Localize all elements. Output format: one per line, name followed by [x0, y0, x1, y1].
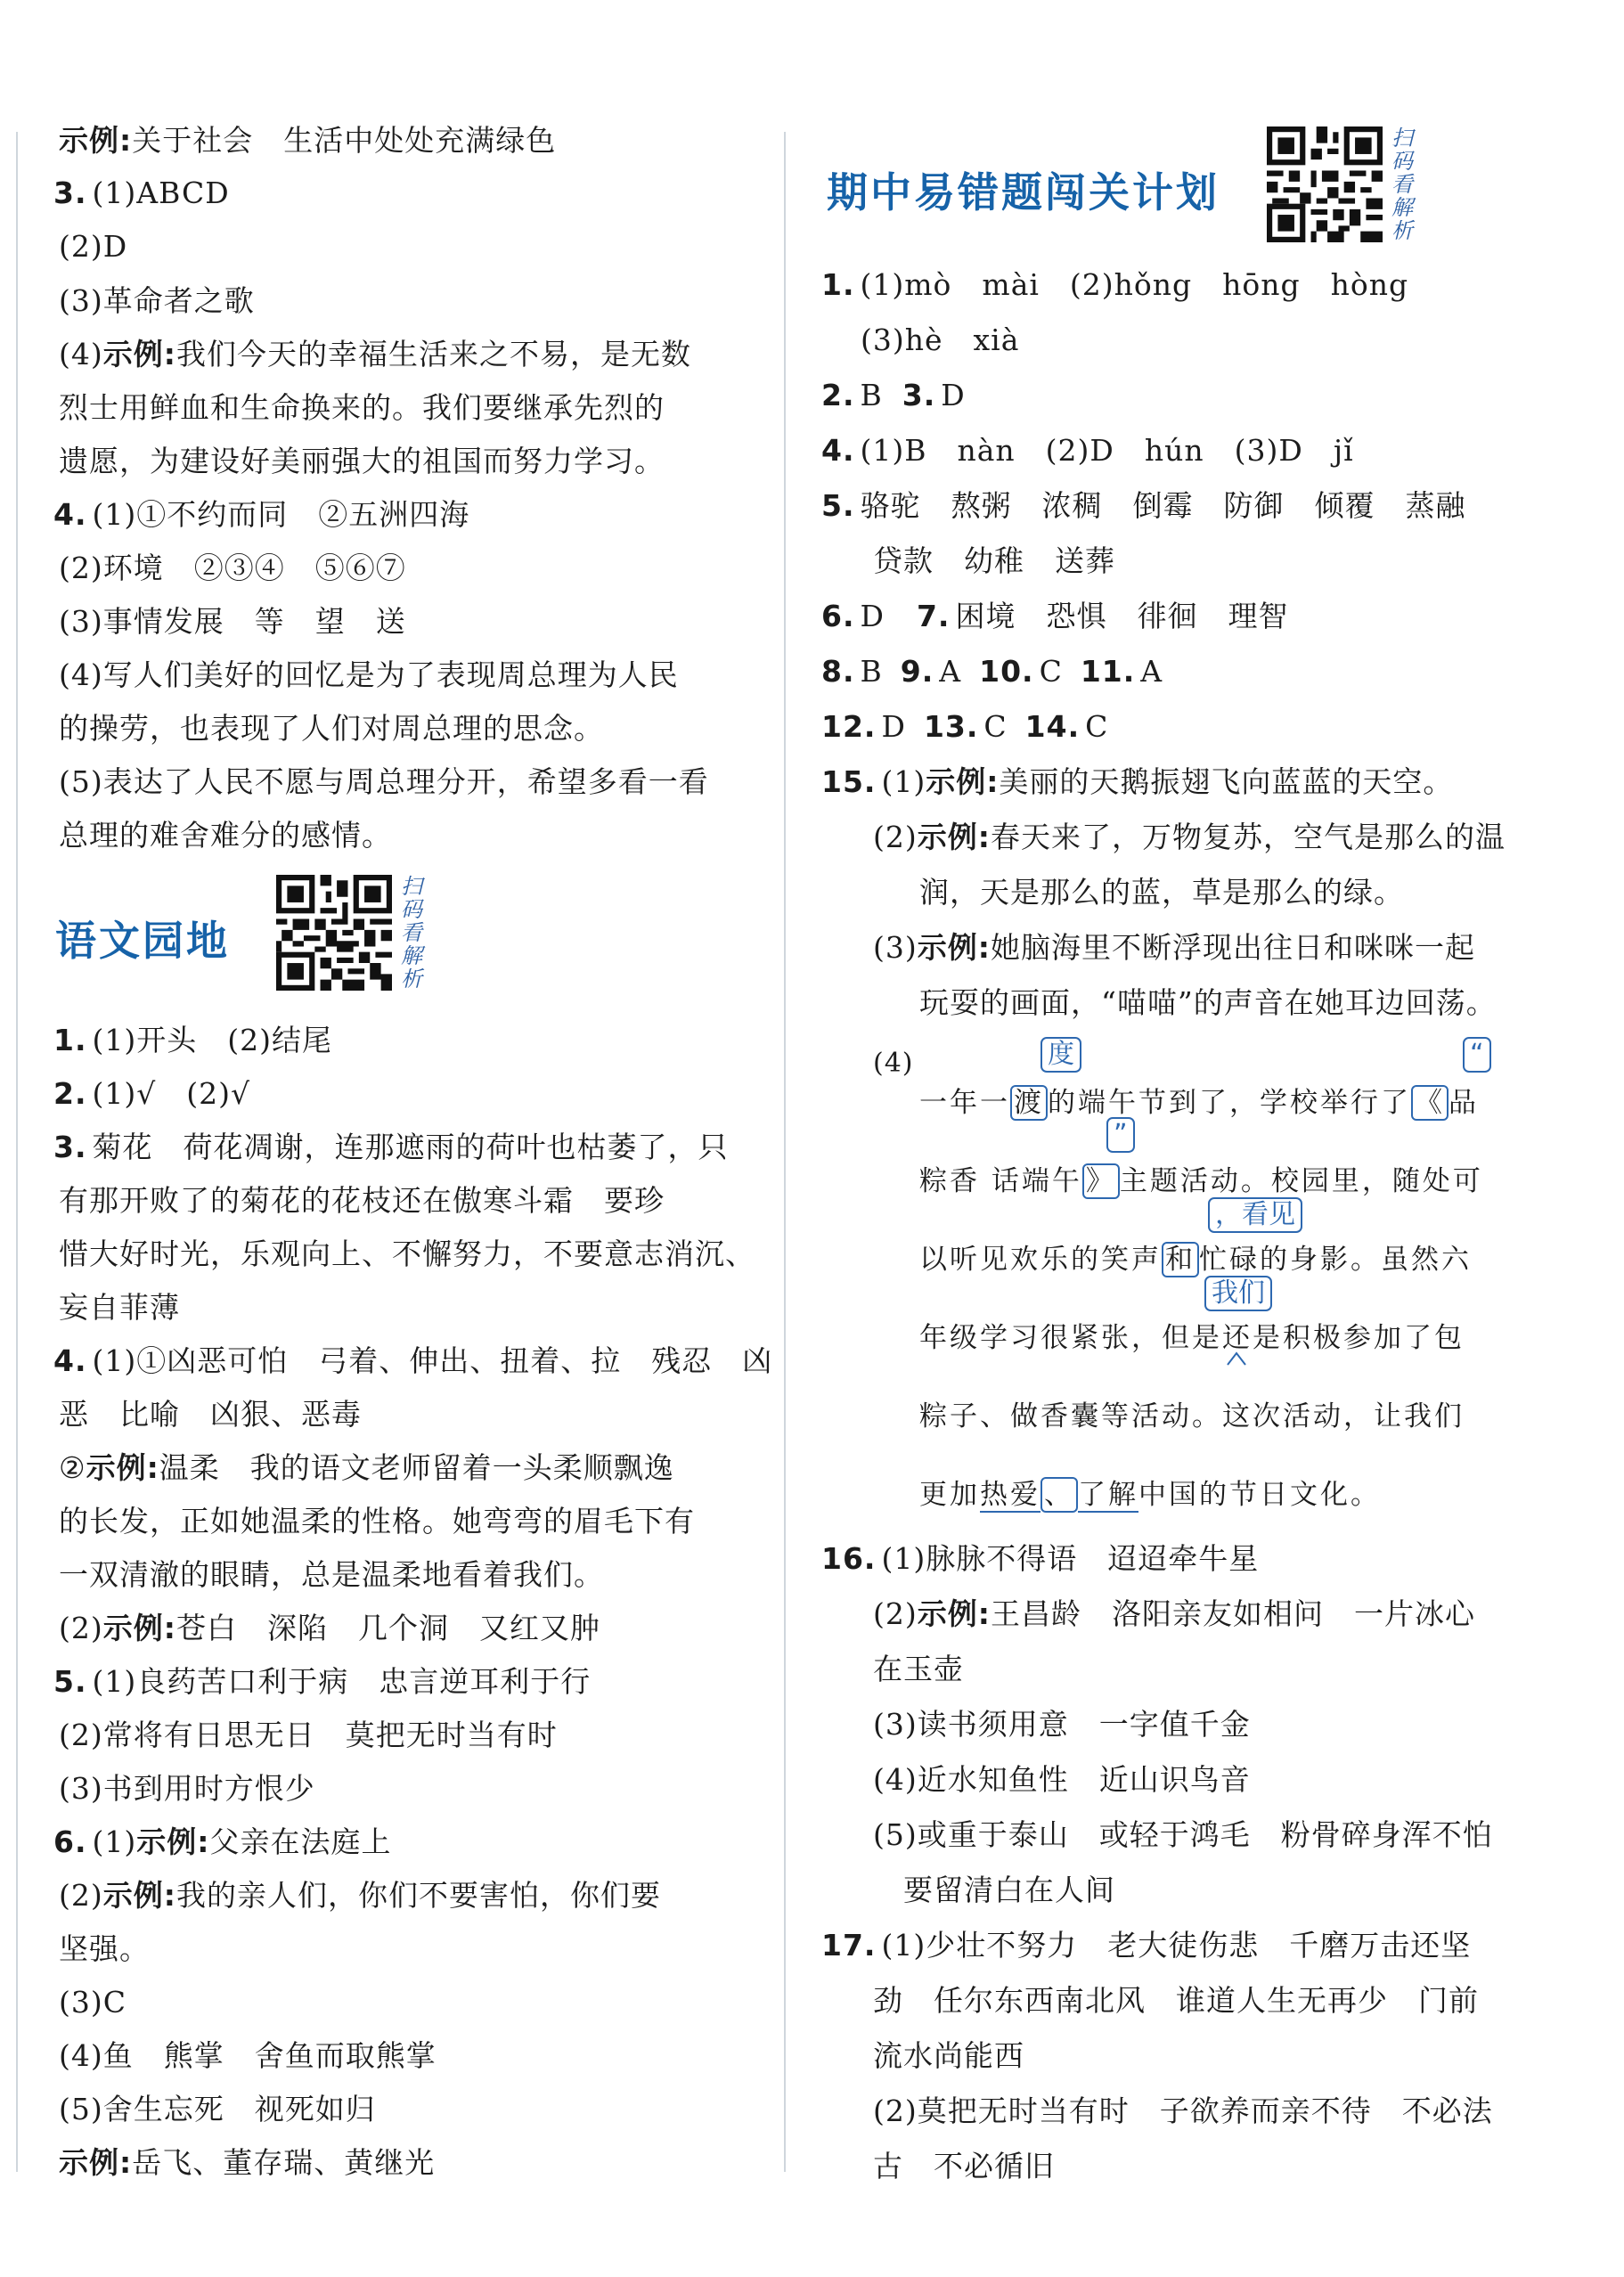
answer-line: 示例:关于社会 生活中处处充满绿色 — [59, 123, 557, 158]
answer-line: (2)环境 ②③④ ⑤⑥⑦ — [59, 551, 406, 585]
section-title-midterm-plan: 期中易错题闯关计划 — [827, 168, 1220, 216]
answer-4: 4. (1)B nàn (2)D hún (3)D jǐ — [821, 433, 1354, 468]
answer-line: 在玉壶 — [873, 1652, 964, 1686]
answer-6-7: 6. D 7. 困境 恐惧 徘徊 理智 — [821, 599, 1289, 633]
answer-15: 15. (1)示例:美丽的天鹅振翅飞向蓝蓝的天空。 — [821, 764, 1454, 799]
answer-line: (5)表达了人民不愿与周总理分开，希望多看一看 — [59, 764, 709, 799]
correction-box: 《 — [1411, 1085, 1449, 1121]
qr-code-icon[interactable] — [1267, 126, 1383, 242]
answer-1: 1. (1)开头 (2)结尾 — [53, 1023, 332, 1057]
answer-16: 16. (1)脉脉不得语 迢迢牵牛星 — [821, 1541, 1260, 1576]
scan-for-explanation-label: 扫码看解析 — [1391, 126, 1413, 243]
column-divider — [784, 132, 786, 2172]
answer-line: 烈士用鲜血和生命换来的。我们要继承先烈的 — [59, 390, 665, 425]
answer-line: (4)示例:我们今天的幸福生活来之不易，是无数 — [59, 337, 691, 371]
answer-line: 的长发，正如她温柔的性格。她弯弯的眉毛下有 — [59, 1504, 695, 1538]
left-margin-rule — [16, 132, 18, 2172]
answer-line: (2)常将有日思无日 莫把无时当有时 — [59, 1718, 558, 1752]
answer-line: (5)舍生忘死 视死如归 — [59, 2092, 376, 2126]
correction-insert-open-quote: “ — [1463, 1037, 1491, 1073]
correction-underline: 热爱 — [980, 1479, 1041, 1511]
correction-insert-kanjian: ，看见 — [1208, 1197, 1302, 1233]
answer-line: (2)莫把无时当有时 子欲养而亲不待 不必法 — [873, 2093, 1493, 2128]
passage-line: 粽子、做香囊等活动。这次活动，让我们 — [919, 1400, 1465, 1432]
answer-line: (3)书到用时方恨少 — [59, 1771, 315, 1806]
answer-line: (3)读书须用意 一字值千金 — [873, 1707, 1251, 1742]
answer-17: 17. (1)少壮不努力 老大徒伤悲 千磨万击还坚 — [821, 1928, 1472, 1963]
answer-1: 1. (1)mò mài (2)hǒng hōng hòng — [821, 267, 1409, 302]
answer-12-14: 12. D 13. C 14. C — [821, 709, 1109, 744]
passage-line: 粽香 话端午 》 主题活动。校园里，随处可 — [919, 1165, 1483, 1197]
correction-box: 、 — [1041, 1477, 1078, 1513]
answer-line: 的操劳，也表现了人们对周总理的思念。 — [59, 711, 604, 746]
answer-line: (2)示例:我的亲人们，你们不要害怕，你们要 — [59, 1878, 661, 1913]
answer-8-11: 8. B 9. A 10. C 11. A — [821, 654, 1163, 689]
correction-box: 》 — [1082, 1163, 1120, 1199]
answer-line: ②示例:温柔 我的语文老师留着一头柔顺飘逸 — [59, 1450, 674, 1485]
answer-line: 劲 任尔东西南北风 谁道人生无再少 门前 — [873, 1983, 1479, 2018]
passage-line: 更加热爱 、 了解中国的节日文化。 — [919, 1479, 1381, 1511]
correction-underline: 了解 — [1078, 1479, 1138, 1511]
answer-line: (2)示例:苍白 深陷 几个洞 又红又肿 — [59, 1611, 600, 1645]
insertion-caret-icon — [1226, 1351, 1247, 1367]
qr-code-icon[interactable] — [276, 875, 392, 991]
answer-line: 润，天是那么的蓝，草是那么的绿。 — [919, 875, 1404, 910]
answer-line: 贷款 幼稚 送葬 — [873, 543, 1115, 578]
answer-line: 恶 比喻 凶狠、恶毒 — [59, 1397, 362, 1432]
answer-line: (4)写人们美好的回忆是为了表现周总理为人民 — [59, 657, 679, 692]
answer-line: 有那开败了的菊花的花枝还在傲寒斗霜 要珍 — [59, 1183, 665, 1218]
passage-line: 一年一 渡 的端午节到了，学校举行了 《 品 — [919, 1087, 1479, 1119]
answer-line: (2)D — [59, 229, 128, 264]
correction-box: 渡 — [1010, 1085, 1048, 1121]
answer-line: (3)事情发展 等 望 送 — [59, 604, 406, 639]
answer-4: 4. (1)①凶恶可怕 弓着、伸出、扭着、拉 残忍 凶 — [53, 1343, 773, 1378]
answer-line: 要留清白在人间 — [903, 1873, 1115, 1907]
answer-line: 玩耍的画面，“喵喵”的声音在她耳边回荡。 — [919, 985, 1497, 1020]
section-title-yuwen-yuandi: 语文园地 — [55, 917, 230, 965]
answer-5: 5. 骆驼 熬粥 浓稠 倒霉 防御 倾覆 蒸融 — [821, 488, 1466, 523]
answer-2: 2. (1)√ (2)√ — [53, 1076, 251, 1111]
answer-6: 6. (1)示例:父亲在法庭上 — [53, 1824, 392, 1859]
answer-line: 流水尚能西 — [873, 2038, 1024, 2073]
answer-line: (4)鱼 熊掌 舍鱼而取熊掌 — [59, 2038, 437, 2073]
answer-line: 遗愿，为建设好美丽强大的祖国而努力学习。 — [59, 444, 665, 478]
answer-line: 惜大好时光，乐观向上、不懈努力，不要意志消沉、 — [59, 1236, 755, 1271]
answer-3: 3. 菊花 荷花凋谢，连那遮雨的荷叶也枯萎了，只 — [53, 1130, 729, 1164]
correction-insert-women: 我们 — [1204, 1276, 1272, 1311]
answer-line: (5)或重于泰山 或轻于鸿毛 粉骨碎身浑不怕 — [873, 1817, 1493, 1852]
answer-line: (3)示例:她脑海里不断浮现出往日和咪咪一起 — [873, 930, 1475, 965]
answer-3: 3. (1)ABCD — [53, 175, 230, 210]
correction-box: 和 — [1162, 1242, 1199, 1277]
answer-5: 5. (1)良药苦口利于病 忠言逆耳利于行 — [53, 1664, 592, 1699]
passage-line: 年级学习很紧张，但是还是积极参加了包 — [919, 1322, 1465, 1354]
correction-insert-du: 度 — [1041, 1037, 1081, 1073]
answer-line: (3)革命者之歌 — [59, 283, 255, 318]
scan-for-explanation-label: 扫码看解析 — [401, 874, 422, 992]
answer-line: 总理的难舍难分的感情。 — [59, 818, 392, 853]
answer-line: (4)近水知鱼性 近山识鸟音 — [873, 1762, 1251, 1797]
answer-4: 4. (1)①不约而同 ②五洲四海 — [53, 497, 470, 532]
answer-line: 妄自菲薄 — [59, 1290, 180, 1325]
answer-line: (2)示例:王昌龄 洛阳亲友如相问 一片冰心 — [873, 1596, 1475, 1631]
answer-line: (3)C — [59, 1985, 126, 2020]
correction-insert-close-quote: ” — [1106, 1117, 1135, 1153]
answer-2-3: 2. B 3. D — [821, 378, 966, 412]
answer-line: 一双清澈的眼睛，总是温柔地看着我们。 — [59, 1557, 604, 1592]
answer-line: 示例:岳飞、董存瑞、黄继光 — [59, 2145, 436, 2180]
answer-line: (3)hè xià — [861, 322, 1020, 357]
passage-line: 以听见欢乐的笑声 和 忙碌的身影。虽然六 — [919, 1244, 1472, 1276]
answer-line: (2)示例:春天来了，万物复苏，空气是那么的温 — [873, 820, 1506, 854]
answer-line: 古 不必循旧 — [873, 2149, 1055, 2183]
answer-line: 坚强。 — [59, 1931, 150, 1966]
answer-line: (4) — [873, 1048, 914, 1079]
